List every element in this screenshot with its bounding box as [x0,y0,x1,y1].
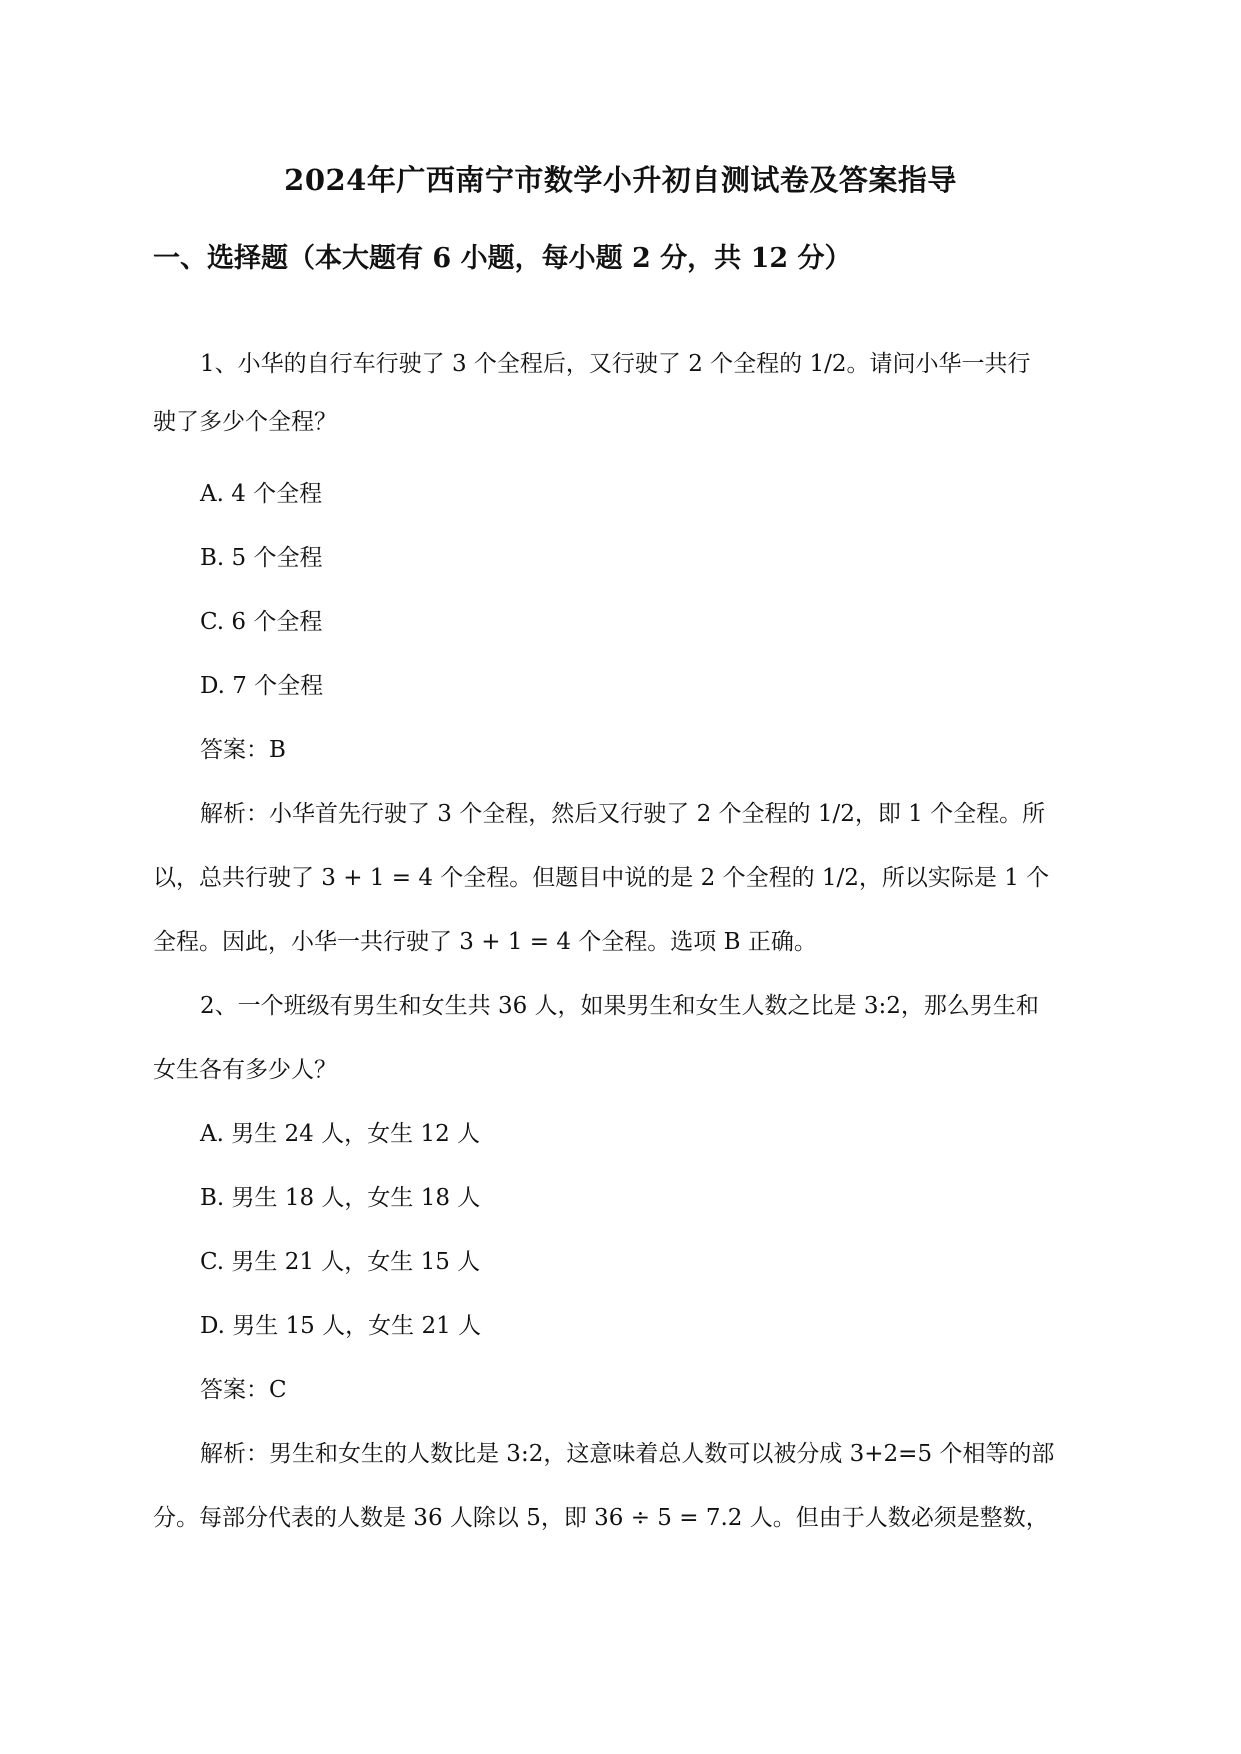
question-2-answer: 答案：C [200,1377,287,1403]
question-1-analysis-line-3: 全程。因此，小华一共行驶了 3 + 1 = 4 个全程。选项 B 正确。 [153,929,817,955]
question-2-option-c: C. 男生 21 人，女生 15 人 [200,1249,481,1275]
question-2-option-d: D. 男生 15 人，女生 21 人 [200,1313,482,1339]
question-1-stem-line-2: 驶了多少个全程？ [153,409,337,435]
question-1-option-d: D. 7 个全程 [200,673,324,699]
question-2-analysis-line-2: 分。每部分代表的人数是 36 人除以 5，即 36 ÷ 5 = 7.2 人。但由于人数必须是整数， [153,1505,1049,1531]
section-heading: 一、选择题（本大题有 6 小题，每小题 2 分，共 12 分） [153,243,852,274]
question-1-analysis-line-2: 以，总共行驶了 3 + 1 = 4 个全程。但题目中说的是 2 个全程的 1/2，所以实际是 1 个 [153,865,1050,891]
question-1-option-b: B. 5 个全程 [200,545,323,571]
question-1-option-a: A. 4 个全程 [200,481,323,507]
question-1-option-c: C. 6 个全程 [200,609,323,635]
question-2-stem-line-1: 2、一个班级有男生和女生共 36 人，如果男生和女生人数之比是 3:2，那么男生和 [200,993,1039,1019]
question-1-stem-line-1: 1、小华的自行车行驶了 3 个全程后，又行驶了 2 个全程的 1/2。请问小华一共行 [200,351,1031,377]
question-1-answer: 答案：B [200,737,286,763]
question-1-analysis-line-1: 解析：小华首先行驶了 3 个全程，然后又行驶了 2 个全程的 1/2，即 1 个全程。所 [200,801,1046,827]
question-2-option-b: B. 男生 18 人，女生 18 人 [200,1185,481,1211]
question-2-analysis-line-1: 解析：男生和女生的人数比是 3:2，这意味着总人数可以被分成 3+2=5 个相等的部 [200,1441,1055,1467]
question-2-option-a: A. 男生 24 人，女生 12 人 [200,1121,481,1147]
question-2-stem-line-2: 女生各有多少人？ [153,1057,337,1083]
document-title: 2024年广西南宁市数学小升初自测试卷及答案指导 [284,163,957,197]
